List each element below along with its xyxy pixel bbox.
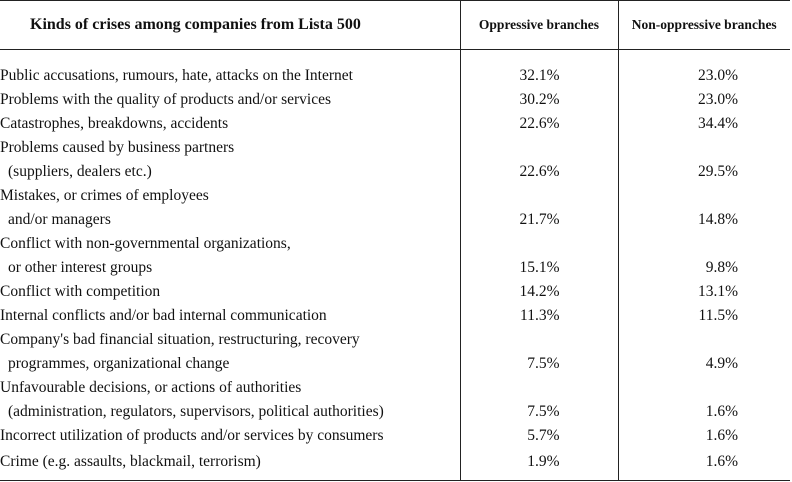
table-row [0, 280, 790, 304]
crisis-kind-label-cont [0, 256, 460, 280]
value-oppressive: 21.7% [460, 208, 618, 232]
crisis-kind-line1: Crime (e.g. assaults, blackmail, terrorism) [0, 453, 261, 470]
table-row [0, 352, 790, 376]
crisis-kind-label [0, 448, 460, 481]
table-row [0, 256, 790, 280]
crisis-kind-line2: (administration, regulators, supervisors, political authorities) [8, 403, 384, 420]
value-oppressive: 30.2% [460, 88, 618, 112]
value-oppressive: 1.9% [460, 448, 618, 481]
table-row [0, 208, 790, 232]
value-non-oppressive: 23.0% [618, 64, 790, 88]
value-oppressive: 5.7% [460, 424, 618, 448]
table-row [0, 88, 790, 112]
crisis-kind-label [0, 112, 460, 136]
crisis-kind-label-cont [0, 400, 460, 424]
crisis-kind-line2: and/or managers [8, 211, 111, 228]
table-row-label-line [0, 136, 790, 160]
value-oppressive: 11.3% [460, 304, 618, 328]
crisis-kind-line1: Unfavourable decisions, or actions of authorities [0, 379, 302, 396]
value-non-oppressive: 1.6% [618, 424, 790, 448]
crisis-kind-line1: Incorrect utilization of products and/or services by consumers [0, 427, 384, 444]
crisis-kind-line1: Public accusations, rumours, hate, attacks on the Internet [0, 67, 353, 84]
crisis-kind-label [0, 184, 460, 208]
table-title: Kinds of crises among companies from Lista 500 [0, 1, 460, 50]
value-oppressive: 14.2% [460, 280, 618, 304]
table-row-label-line [0, 184, 790, 208]
table-header [0, 1, 790, 50]
crisis-kind-line1: Mistakes, or crimes of employees [0, 187, 209, 204]
crisis-kind-label-cont [0, 352, 460, 376]
table-row [0, 160, 790, 184]
value-non-oppressive: 23.0% [618, 88, 790, 112]
table-body [0, 50, 790, 481]
value-non-oppressive: 14.8% [618, 208, 790, 232]
crisis-kind-line2: programmes, organizational change [8, 355, 230, 372]
column-header-non-oppressive: Non-oppressive branches [618, 1, 790, 50]
header-row [0, 1, 790, 50]
value-non-oppressive: 9.8% [618, 256, 790, 280]
crisis-kind-label-cont [0, 160, 460, 184]
table-row-label-line [0, 376, 790, 400]
crisis-kind-line2: (suppliers, dealers etc.) [8, 163, 152, 180]
value-non-oppressive: 13.1% [618, 280, 790, 304]
table-row [0, 448, 790, 481]
table-row-label-line [0, 328, 790, 352]
crisis-kind-label [0, 280, 460, 304]
value-oppressive: 22.6% [460, 112, 618, 136]
value-oppressive: 7.5% [460, 400, 618, 424]
crisis-kind-label [0, 424, 460, 448]
table-row-label-line [0, 232, 790, 256]
table-row [0, 304, 790, 328]
crisis-kind-label [0, 328, 460, 352]
table-row [0, 112, 790, 136]
column-header-oppressive: Oppressive branches [460, 1, 618, 50]
crisis-kind-label [0, 136, 460, 160]
value-oppressive: 7.5% [460, 352, 618, 376]
value-non-oppressive: 1.6% [618, 448, 790, 481]
value-non-oppressive: 34.4% [618, 112, 790, 136]
table-row [0, 424, 790, 448]
crisis-kind-label [0, 232, 460, 256]
crisis-kind-label [0, 376, 460, 400]
crisis-kind-label [0, 304, 460, 328]
spacer-row [0, 50, 790, 65]
value-oppressive: 32.1% [460, 64, 618, 88]
crisis-kind-label [0, 88, 460, 112]
table-row [0, 64, 790, 88]
crisis-kind-line2: or other interest groups [8, 259, 153, 276]
crisis-kind-line1: Problems with the quality of products and/or services [0, 91, 332, 108]
value-non-oppressive: 1.6% [618, 400, 790, 424]
value-oppressive: 15.1% [460, 256, 618, 280]
value-non-oppressive: 4.9% [618, 352, 790, 376]
value-non-oppressive: 11.5% [618, 304, 790, 328]
crisis-kind-line1: Conflict with non-governmental organizations, [0, 235, 291, 252]
crisis-kind-label-cont [0, 208, 460, 232]
crisis-kind-line1: Conflict with competition [0, 283, 161, 300]
value-oppressive: 22.6% [460, 160, 618, 184]
crisis-kind-line1: Company's bad financial situation, restructuring, recovery [0, 331, 360, 348]
table-row [0, 400, 790, 424]
crisis-kind-line1: Internal conflicts and/or bad internal communication [0, 307, 327, 324]
crisis-kind-label [0, 64, 460, 88]
value-non-oppressive: 29.5% [618, 160, 790, 184]
crisis-kind-line1: Catastrophes, breakdowns, accidents [0, 115, 229, 132]
crisis-kind-line1: Problems caused by business partners [0, 139, 235, 156]
